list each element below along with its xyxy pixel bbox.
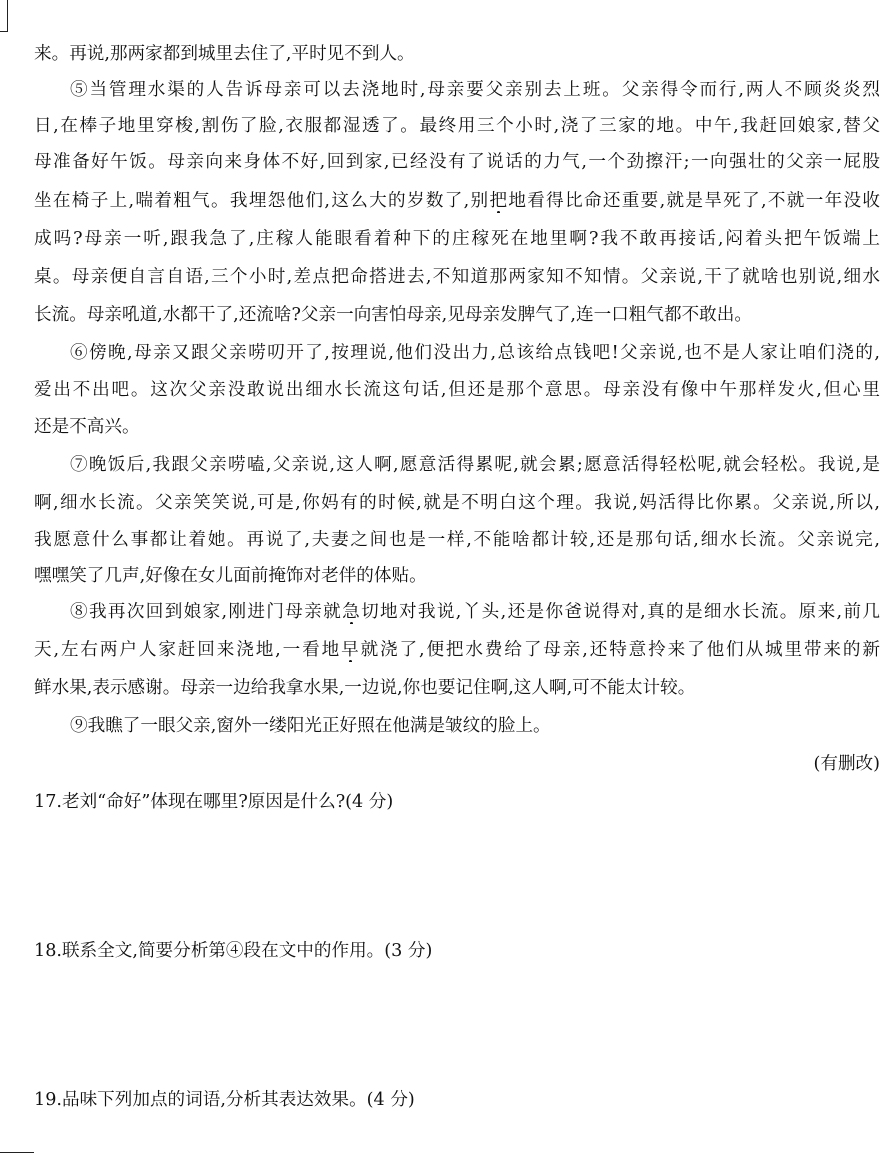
dotted-word: 早 — [341, 640, 361, 660]
line-segment: ⑧我再次回到娘家,刚进门母亲就 — [70, 602, 343, 622]
paragraph-line: ⑦晚饭后,我跟父亲唠嗑,父亲说,这人啊,愿意活得累呢,就会累;愿意活得轻松呢,就会轻松。我说,是 — [70, 455, 880, 475]
dotted-word: 把 — [489, 191, 509, 211]
paragraph-line: 嘿嘿笑了几声,好像在女儿面前掩饰对老伴的体贴。 — [34, 566, 427, 586]
dotted-word: 急 — [342, 602, 362, 622]
question-19: 19.品味下列加点的词语,分析其表达效果。(4 分) — [34, 1090, 415, 1110]
crop-mark-top-horizontal — [0, 31, 8, 32]
paragraph-line: 日,在棒子地里穿梭,割伤了脸,衣服都湿透了。最终用三个小时,浇了三家的地。中午,我赶回娘家,替父 — [34, 116, 880, 136]
paragraph-line: ⑥傍晚,母亲又跟父亲唠叨开了,按理说,他们没出力,总该给点钱吧!父亲说,也不是人家让咱们浇的, — [70, 343, 880, 363]
paragraph-line: 成吗?母亲一听,跟我急了,庄稼人能眼看着种下的庄稼死在地里啊?我不敢再接话,闷着头把午饭端上 — [34, 229, 880, 249]
line-segment: 就浇了,便把水费给了母亲,还特意拎来了他们从城里带来的新 — [360, 640, 880, 660]
paragraph-line: 我愿意什么事都让着她。再说了,夫妻之间也是一样,不能啥都计较,还是那句话,细水长流。父亲说完, — [34, 530, 880, 550]
crop-mark-top — [7, 0, 8, 32]
question-18: 18.联系全文,简要分析第④段在文中的作用。(3 分) — [34, 941, 433, 961]
paragraph-line — [34, 638, 880, 662]
paragraph-line: 长流。母亲吼道,水都干了,还流啥?父亲一向害怕母亲,见母亲发脾气了,连一口粗气都不敢出。 — [34, 305, 752, 325]
line-segment: 坐在椅子上,喘着粗气。我埋怨他们,这么大的岁数了,别 — [34, 191, 490, 211]
paragraph-line: ⑤当管理水渠的人告诉母亲可以去浇地时,母亲要父亲别去上班。父亲得令而行,两人不顾炎炎烈 — [70, 80, 880, 100]
paragraph-line: 桌。母亲便自言自语,三个小时,差点把命搭进去,不知道那两家知不知情。父亲说,干了就啥也别说,细水 — [34, 267, 880, 287]
question-17: 17.老刘“命好”体现在哪里?原因是什么?(4 分) — [34, 792, 394, 812]
paragraph-line: 啊,细水长流。父亲笑笑说,可是,你妈有的时候,就是不明白这个理。我说,妈活得比你累。父亲说,所以, — [34, 493, 880, 513]
crop-mark-bottom — [0, 1152, 34, 1153]
source-note: (有删改) — [813, 754, 880, 774]
line-segment: 切地对我说,丫头,还是你爸说得对,真的是细水长流。原来,前几 — [361, 602, 880, 622]
paragraph-line: 还是不高兴。 — [34, 417, 140, 437]
paragraph-line: 母准备好午饭。母亲向来身体不好,回到家,已经没有了说话的力气,一个劲擦汗;一向强壮的父亲一屁股 — [34, 152, 880, 172]
paragraph-line — [34, 600, 880, 624]
line-segment: 地看得比命还重要,就是旱死了,不就一年没收 — [508, 191, 880, 211]
paragraph-4-tail: 来。再说,那两家都到城里去住了,平时见不到人。 — [34, 44, 415, 64]
paragraph-line — [34, 189, 880, 213]
paragraph-line: 爱出不出吧。这次父亲没敢说出细水长流这句话,但还是那个意思。母亲没有像中午那样发火,但心里 — [34, 380, 880, 400]
line-segment: 天,左右两户人家赶回来浇地,一看地 — [34, 640, 342, 660]
paragraph-line: 鲜水果,表示感谢。母亲一边给我拿水果,一边说,你也要记住啊,这人啊,可不能太计较。 — [34, 678, 696, 698]
paragraph-9: ⑨我瞧了一眼父亲,窗外一缕阳光正好照在他满是皱纹的脸上。 — [70, 716, 551, 736]
